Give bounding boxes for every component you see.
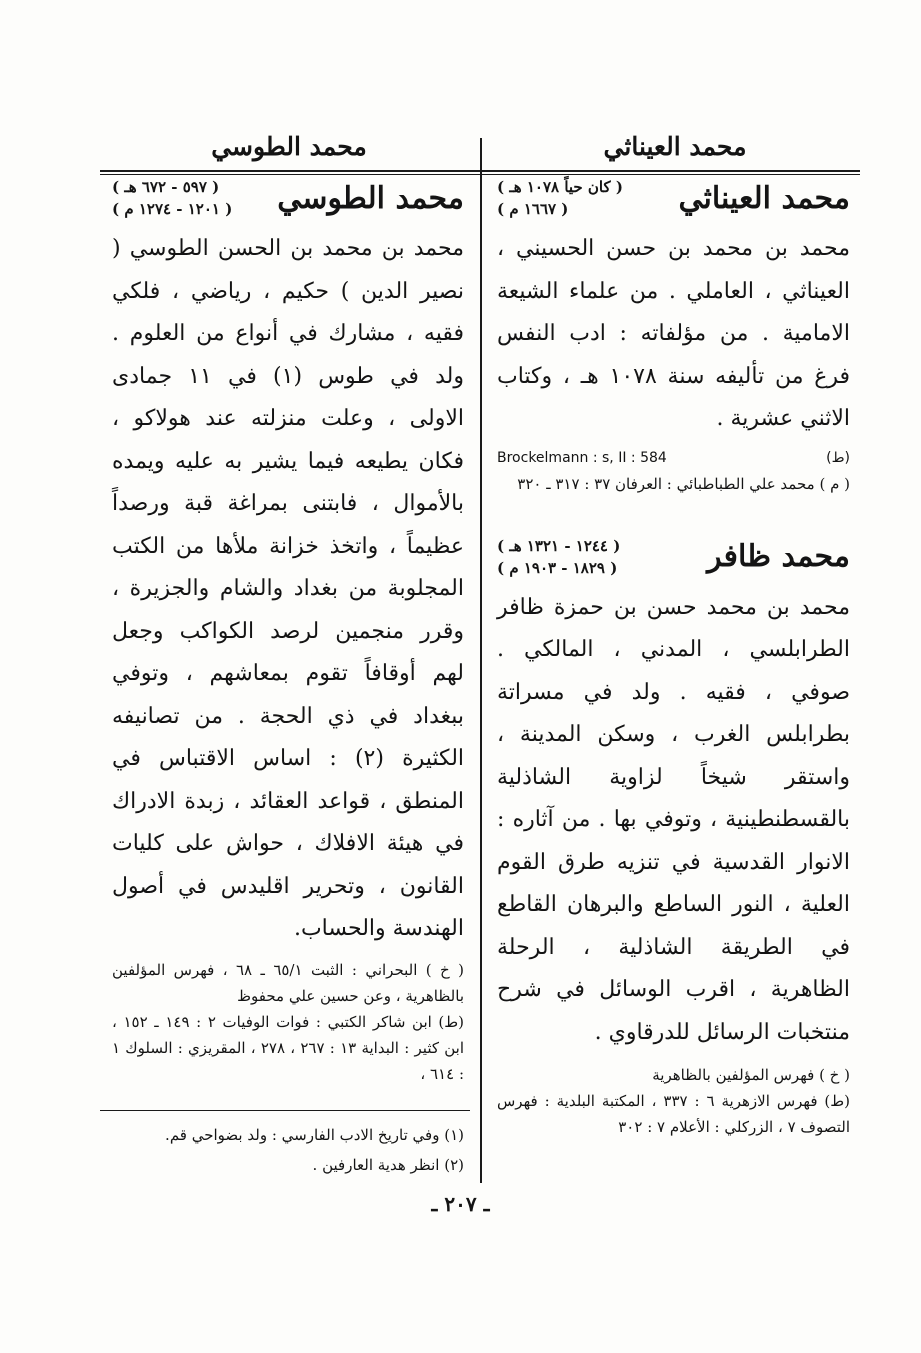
entry-name: محمد العيناثي — [678, 180, 850, 216]
entry-name: محمد الطوسي — [277, 180, 464, 216]
date-gregorian: ( ١٦٦٧ م ) — [497, 200, 569, 218]
entry-body: محمد بن محمد بن حسن الحسيني ، العيناثي ، العاملي . من علماء الشيعة الامامية . من مؤلفاته : ادب النفس فرغ من تأليفه سنة ١٠٧٨ هـ ، وكتاب الاثني عشرية . — [497, 236, 850, 431]
footnote-rule — [100, 1110, 470, 1111]
entry-header-ainathi — [497, 176, 850, 220]
footnote-1: (١) وفي تاريخ الادب الفارسي : ولد بضواحي قم. — [165, 1126, 464, 1144]
reference-latin — [497, 445, 850, 471]
reference-kh: ( خ ) البحراني : الثبت ٦٥/١ ـ ٦٨ ، فهرس المؤلفين بالظاهرية ، وعن حسين علي محفوظ — [112, 960, 464, 1005]
entry-header-tusi — [112, 176, 464, 220]
footnotes — [112, 1120, 464, 1180]
date-gregorian: ( ١٨٢٩ - ١٩٠٣ م ) — [497, 558, 618, 577]
page-number: ـ ٢٠٧ ـ — [431, 1192, 490, 1216]
reference-t: (ط) فهرس الازهرية ٦ : ٣٣٧ ، المكتبة البلدية : فهرس التصوف ٧ ، الزركلي : الأعلام ٧ : ٣٠٢ — [497, 1092, 851, 1136]
running-header-left: محمد الطوسي — [211, 132, 367, 161]
date-gregorian: ( ١٢٠١ - ١٢٧٤ م ) — [112, 200, 233, 218]
entry-body: محمد بن محمد حسن بن حمزة ظافر الطرابلسي ، المدني ، المالكي . صوفي ، فقيه . ولد في مسراتة بطرابلس الغرب ، وسكن المدينة ، واستقر شيخاً لزاوية الشاذلية بالقسطنطينية ، وتوفي بها . من آثاره : الانوار القدسية في تنزيه طرق القوم العلية ، النور الساطع والبرهان القاطع في الطريقة الشاذلية ، الرحلة الظاهرية ، اقرب الوسائل في شرح منتخبات الرسائل للدرقاوي . — [497, 594, 850, 1045]
running-header-right: محمد العيناثي — [603, 132, 747, 161]
footnote-2: (٢) انظر هدية العارفين . — [312, 1156, 464, 1174]
reference-latin-text: Brockelmann : s, II : 584 — [497, 449, 667, 466]
right-column — [497, 176, 850, 1140]
entry-dates — [497, 176, 623, 220]
reference-mark: (ط) — [826, 449, 850, 466]
date-hijri: ( ٥٩٧ - ٦٧٢ هـ ) — [112, 178, 220, 196]
entry-dates — [497, 535, 620, 579]
entry-name: محمد ظافر — [707, 539, 850, 574]
entry-body: محمد بن محمد بن الحسن الطوسي ( نصير الدين ) حكيم ، رياضي ، فلكي فقيه ، مشارك في أنواع من العلوم . ولد في طوس (١) في ١١ جمادى الاولى ، وعلت منزلته عند هولاكو ، فكان يطيعه فيما يشير به عليه ويمده بالأموال ، فابتنى بمراغة قبة ورصداً عظيماً ، واتخذ خزانة ملأها من الكتب المجلوبة من بغداد والشام والجزيرة ، وقرر منجمين لرصد الكواكب وجعل لهم أوقافاً تقوم بمعاشهم ، وتوفي ببغداد في ذي الحجة . من تصانيفه الكثيرة (٢) : اساس الاقتباس في المنطق ، قواعد العقائد ، زبدة الادراك في هيئة الافلاك ، حواش على كليات القانون ، وتحرير اقليدس في أصول الهندسة والحساب. — [112, 236, 465, 941]
reference-kh: ( خ ) فهرس المؤلفين بالظاهرية — [652, 1066, 850, 1084]
left-column — [112, 176, 464, 1087]
entry-dates — [112, 176, 232, 220]
column-divider — [480, 138, 482, 1183]
date-hijri: ( كان حياً ١٠٧٨ هـ ) — [497, 178, 623, 196]
date-hijri: ( ١٢٤٤ - ١٣٢١ هـ ) — [497, 536, 621, 555]
reference-m: ( م ) محمد علي الطباطبائي : العرفان ٣٧ : ٣١٧ ـ ٣٢٠ — [517, 474, 850, 493]
entry-header-zafir — [497, 535, 850, 579]
reference-t: (ط) ابن شاكر الكتبي : فوات الوفيات ٢ : ١٤٩ ـ ١٥٢ ، ابن كثير : البداية ١٣ : ٢٦٧ ، ٢٧٨ ، المقريزي : السلوك ١ : ٦١٤ ، — [112, 1012, 465, 1083]
